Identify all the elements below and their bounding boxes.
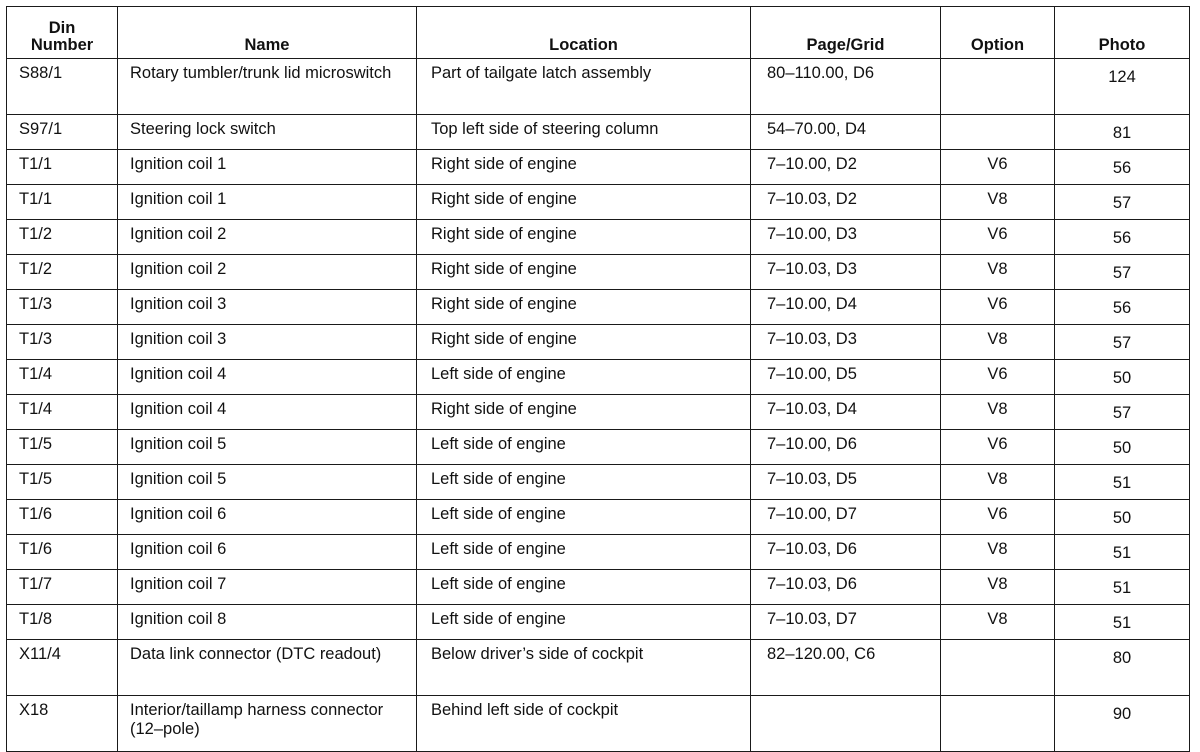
header-location [417,7,751,59]
name-cell: Rotary tumbler/trunk lid microswitch [118,59,417,115]
option-cell: V8 [941,325,1055,360]
table-row [7,185,1190,220]
name-cell: Ignition coil 1 [118,150,417,185]
table-row [7,290,1190,325]
header-option [941,7,1055,59]
din-cell: T1/1 [7,185,118,220]
table-row [7,640,1190,696]
photo-cell: 51 [1055,535,1190,570]
option-cell: V6 [941,360,1055,395]
name-cell: Interior/taillamp harness connector (12–pole) [118,696,417,752]
location-cell: Top left side of steering column [417,115,751,150]
header-name-label: Name [244,36,290,54]
option-cell: V6 [941,290,1055,325]
page-grid-cell: 7–10.00, D6 [751,430,941,465]
table-header [7,7,1190,59]
name-cell: Ignition coil 8 [118,605,417,640]
name-cell: Ignition coil 6 [118,535,417,570]
photo-cell: 50 [1055,500,1190,535]
page-grid-cell: 7–10.03, D6 [751,570,941,605]
location-cell: Right side of engine [417,325,751,360]
option-cell: V6 [941,220,1055,255]
location-cell: Right side of engine [417,150,751,185]
location-cell: Left side of engine [417,535,751,570]
photo-cell: 57 [1055,325,1190,360]
component-location-table [6,6,1190,752]
option-cell: V8 [941,395,1055,430]
page-grid-cell: 7–10.00, D5 [751,360,941,395]
table-row [7,570,1190,605]
location-cell: Right side of engine [417,220,751,255]
name-cell: Ignition coil 2 [118,255,417,290]
header-option-label: Option [970,36,1025,54]
name-cell: Ignition coil 1 [118,185,417,220]
name-cell: Data link connector (DTC readout) [118,640,417,696]
header-photo-label: Photo [1098,36,1146,54]
page-grid-cell: 7–10.03, D6 [751,535,941,570]
page-grid-cell: 7–10.03, D2 [751,185,941,220]
location-cell: Right side of engine [417,395,751,430]
table-row [7,395,1190,430]
table-row [7,535,1190,570]
option-cell: V6 [941,430,1055,465]
photo-cell: 56 [1055,290,1190,325]
name-cell: Ignition coil 3 [118,325,417,360]
header-page-grid-label: Page/Grid [806,36,885,54]
option-cell: V8 [941,185,1055,220]
table-row [7,59,1190,115]
din-cell: T1/2 [7,255,118,290]
location-cell: Left side of engine [417,605,751,640]
page-grid-cell [751,696,941,752]
photo-cell: 50 [1055,360,1190,395]
page-grid-cell: 7–10.03, D5 [751,465,941,500]
photo-cell: 80 [1055,640,1190,696]
photo-cell: 57 [1055,255,1190,290]
din-cell: T1/8 [7,605,118,640]
page-grid-cell: 7–10.03, D7 [751,605,941,640]
page-grid-cell: 7–10.00, D2 [751,150,941,185]
location-cell: Below driver’s side of cockpit [417,640,751,696]
page-grid-cell: 54–70.00, D4 [751,115,941,150]
header-din-number-label: Din Number [30,19,94,54]
location-cell: Left side of engine [417,360,751,395]
option-cell: V8 [941,465,1055,500]
din-cell: X11/4 [7,640,118,696]
din-cell: S97/1 [7,115,118,150]
name-cell: Steering lock switch [118,115,417,150]
table-row [7,325,1190,360]
header-name [118,7,417,59]
photo-cell: 57 [1055,185,1190,220]
page-grid-cell: 7–10.03, D3 [751,255,941,290]
table-row [7,115,1190,150]
name-cell: Ignition coil 4 [118,360,417,395]
photo-cell: 51 [1055,605,1190,640]
location-cell: Left side of engine [417,430,751,465]
table-row [7,220,1190,255]
page-grid-cell: 7–10.00, D7 [751,500,941,535]
location-cell: Left side of engine [417,570,751,605]
option-cell: V8 [941,255,1055,290]
din-cell: T1/4 [7,360,118,395]
name-cell: Ignition coil 2 [118,220,417,255]
header-location-label: Location [549,36,618,54]
table-body [7,59,1190,752]
option-cell: V8 [941,535,1055,570]
name-cell: Ignition coil 3 [118,290,417,325]
din-cell: X18 [7,696,118,752]
din-cell: S88/1 [7,59,118,115]
page-grid-cell: 82–120.00, C6 [751,640,941,696]
table-row [7,696,1190,752]
photo-cell: 124 [1055,59,1190,115]
photo-cell: 56 [1055,150,1190,185]
table-row [7,430,1190,465]
option-cell [941,640,1055,696]
location-cell: Behind left side of cockpit [417,696,751,752]
din-cell: T1/2 [7,220,118,255]
din-cell: T1/5 [7,465,118,500]
location-cell: Left side of engine [417,465,751,500]
table-row [7,500,1190,535]
page-grid-cell: 7–10.03, D3 [751,325,941,360]
header-page-grid [751,7,941,59]
table-row [7,465,1190,500]
header-photo [1055,7,1190,59]
photo-cell: 90 [1055,696,1190,752]
photo-cell: 51 [1055,465,1190,500]
option-cell [941,115,1055,150]
din-cell: T1/3 [7,290,118,325]
option-cell [941,696,1055,752]
name-cell: Ignition coil 4 [118,395,417,430]
din-cell: T1/1 [7,150,118,185]
name-cell: Ignition coil 5 [118,430,417,465]
option-cell: V8 [941,605,1055,640]
option-cell: V6 [941,500,1055,535]
photo-cell: 50 [1055,430,1190,465]
photo-cell: 51 [1055,570,1190,605]
location-cell: Left side of engine [417,500,751,535]
location-cell: Right side of engine [417,255,751,290]
location-cell: Right side of engine [417,185,751,220]
din-cell: T1/5 [7,430,118,465]
page-grid-cell: 7–10.00, D4 [751,290,941,325]
option-cell: V8 [941,570,1055,605]
din-cell: T1/7 [7,570,118,605]
din-cell: T1/6 [7,535,118,570]
name-cell: Ignition coil 7 [118,570,417,605]
option-cell [941,59,1055,115]
table-row [7,150,1190,185]
name-cell: Ignition coil 6 [118,500,417,535]
page-grid-cell: 7–10.03, D4 [751,395,941,430]
table-row [7,360,1190,395]
photo-cell: 57 [1055,395,1190,430]
page-grid-cell: 80–110.00, D6 [751,59,941,115]
din-cell: T1/3 [7,325,118,360]
location-cell: Part of tailgate latch assembly [417,59,751,115]
location-cell: Right side of engine [417,290,751,325]
header-din-number [7,7,118,59]
table-row [7,605,1190,640]
photo-cell: 56 [1055,220,1190,255]
din-cell: T1/6 [7,500,118,535]
photo-cell: 81 [1055,115,1190,150]
din-cell: T1/4 [7,395,118,430]
page-grid-cell: 7–10.00, D3 [751,220,941,255]
name-cell: Ignition coil 5 [118,465,417,500]
header-row [7,7,1190,59]
option-cell: V6 [941,150,1055,185]
table-row [7,255,1190,290]
